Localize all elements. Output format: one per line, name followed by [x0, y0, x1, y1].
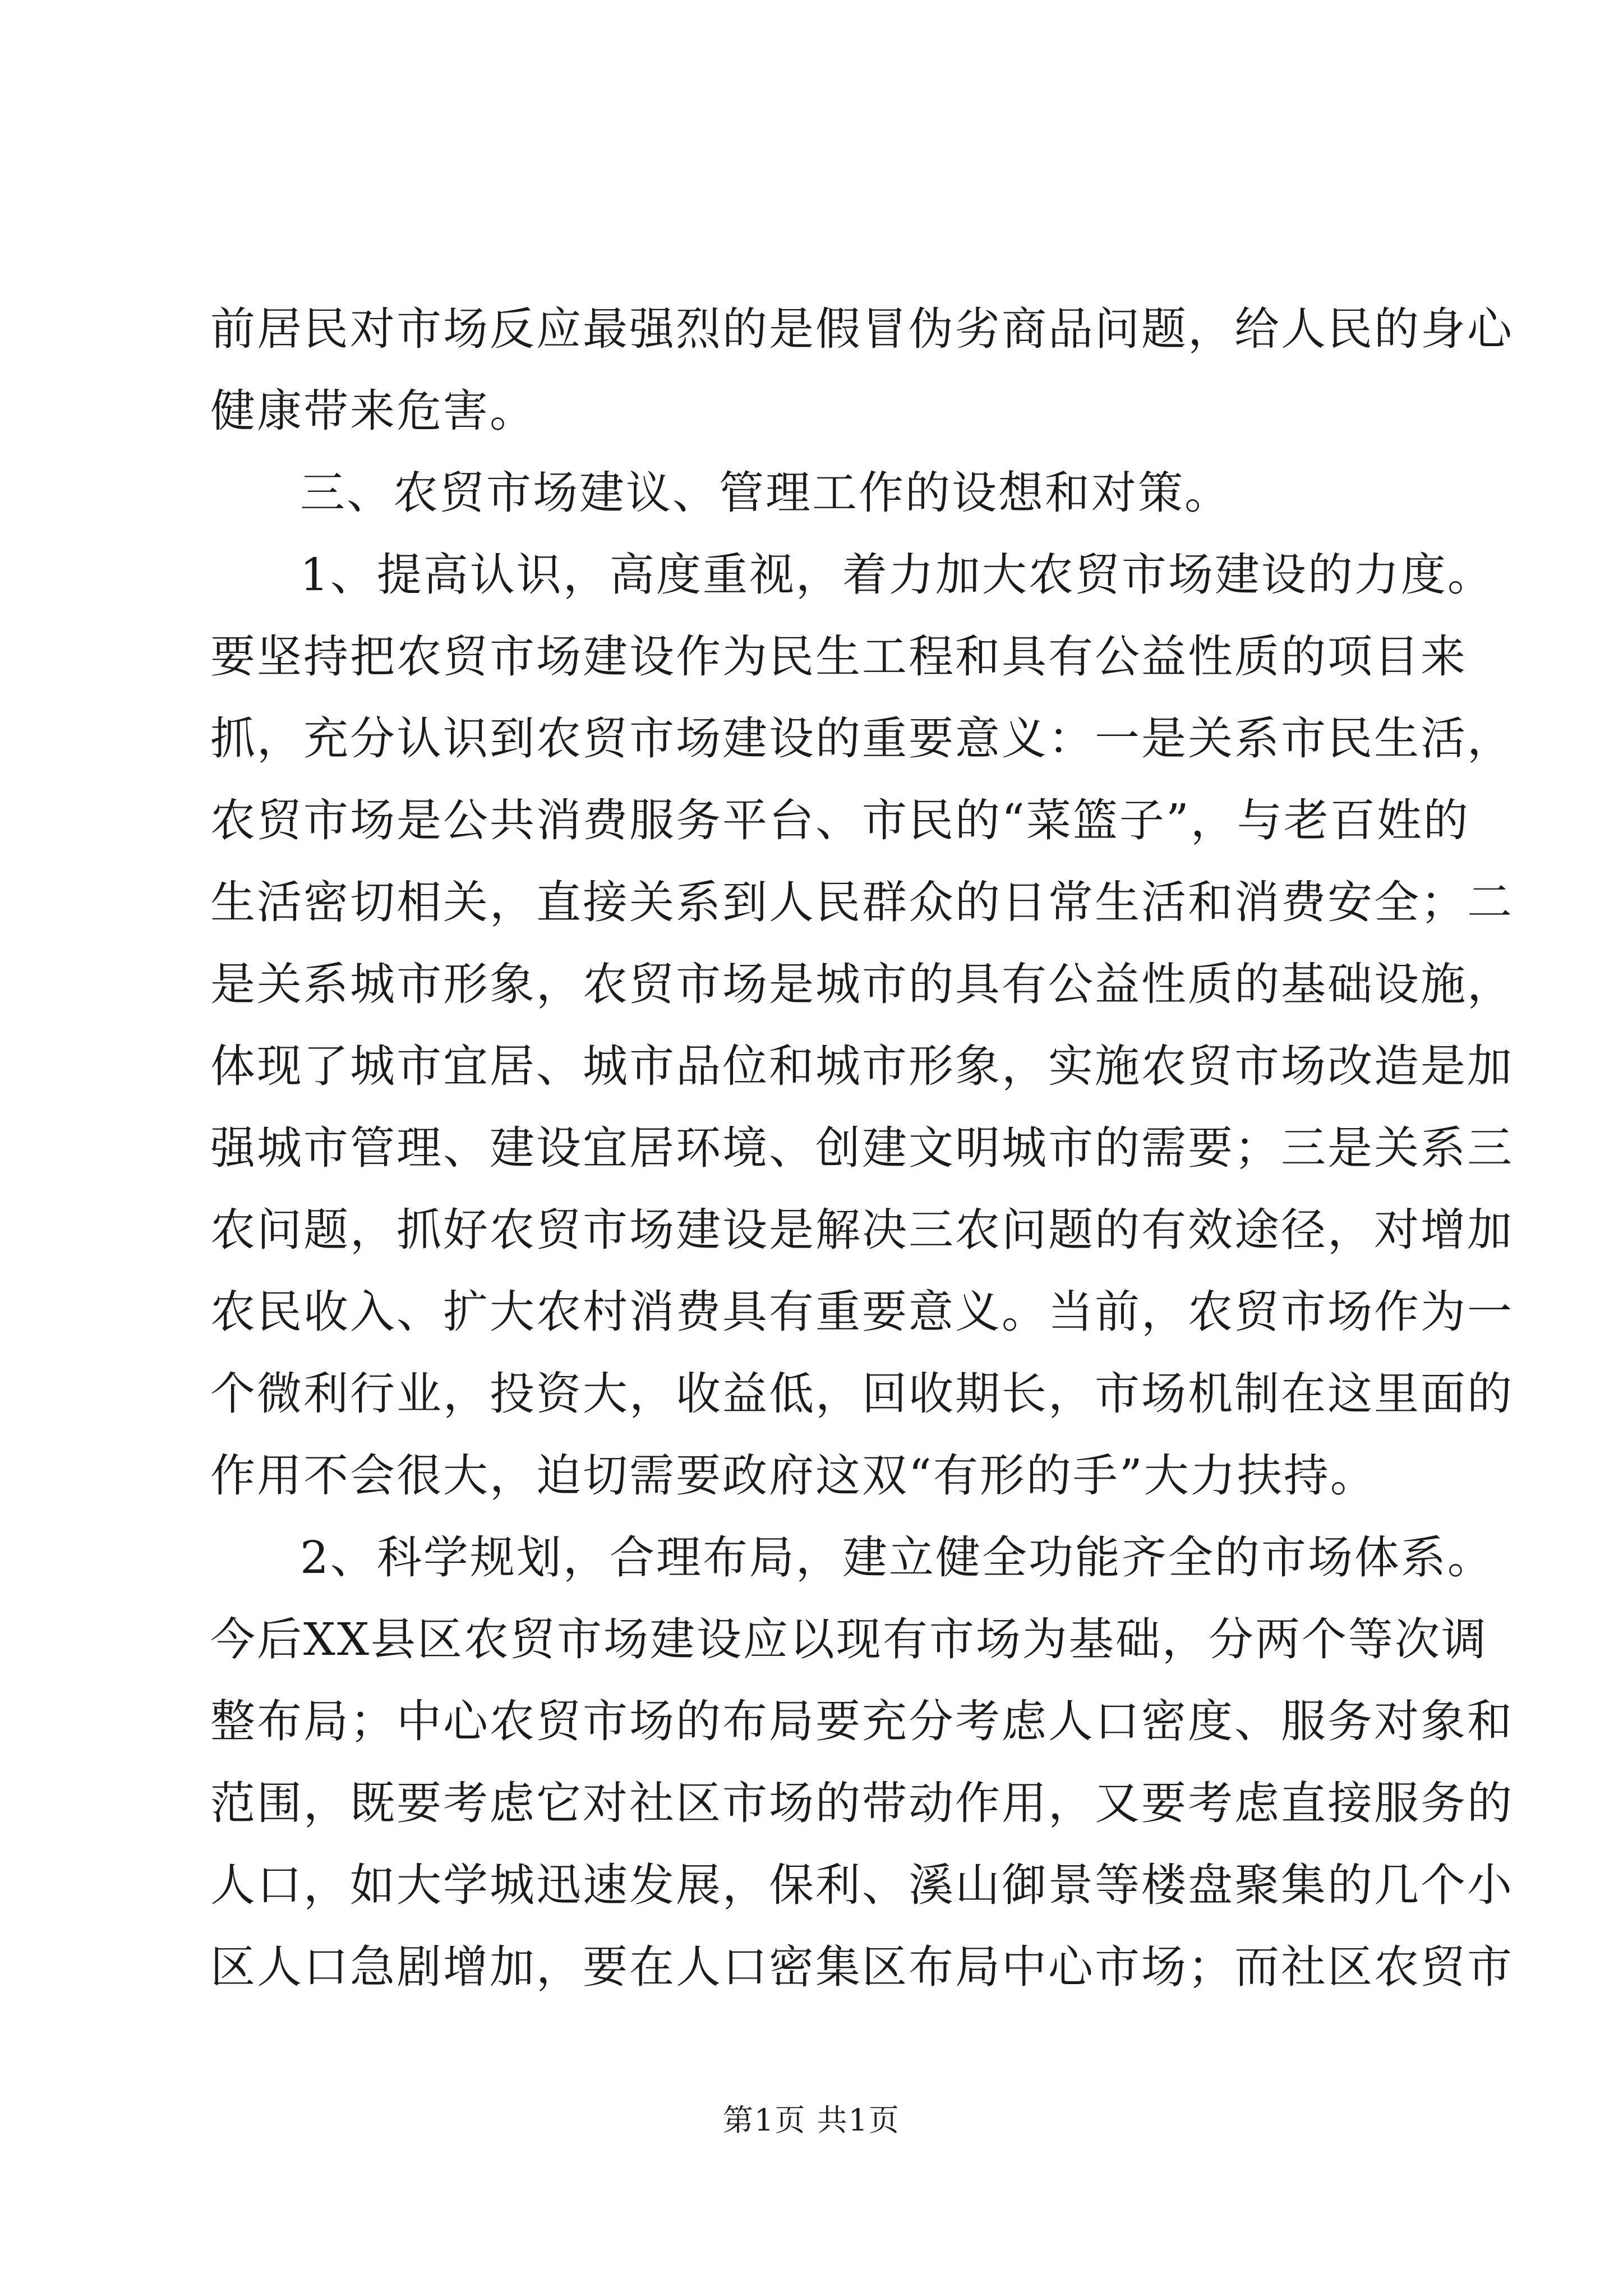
text-line: 要坚持把农贸市场建设作为民生工程和具有公益性质的项目来	[210, 631, 1467, 683]
text-line: 抓，充分认识到农贸市场建设的重要意义：一是关系市民生活，	[210, 712, 1514, 765]
text-line: 范围，既要考虑它对社区市场的带动作用，又要考虑直接服务的	[210, 1777, 1514, 1829]
text-line: 农贸市场是公共消费服务平台、市民的“菜篮子”，与老百姓的	[210, 794, 1470, 846]
text-line: 是关系城市形象，农贸市场是城市的具有公益性质的基础设施，	[210, 958, 1514, 1010]
text-line: 农民收入、扩大农村消费具有重要意义。当前，农贸市场作为一	[210, 1286, 1514, 1338]
text-line: 今后XX县区农贸市场建设应以现有市场为基础，分两个等次调	[210, 1613, 1488, 1665]
text-line: 农问题，抓好农贸市场建设是解决三农问题的有效途径，对增加	[210, 1204, 1514, 1256]
text-line: 区人口急剧增加，要在人口密集区布局中心市场；而社区农贸市	[210, 1941, 1514, 1993]
text-line: 生活密切相关，直接关系到人民群众的日常生活和消费安全；二	[210, 876, 1514, 928]
text-line: 健康带来危害。	[210, 385, 536, 437]
text-line: 作用不会很大，迫切需要政府这双“有形的手”大力扶持。	[210, 1450, 1377, 1502]
section-heading: 三、农贸市场建议、管理工作的设想和对策。	[300, 467, 1231, 519]
text-line: 个微利行业，投资大，收益低，回收期长，市场机制在这里面的	[210, 1368, 1514, 1420]
text-line: 强城市管理、建设宜居环境、创建文明城市的需要；三是关系三	[210, 1122, 1514, 1174]
paragraph-first-line: 2、科学规划，合理布局，建立健全功能齐全的市场体系。	[300, 1531, 1494, 1584]
paragraph-first-line: 1、提高认识，高度重视，着力加大农贸市场建设的力度。	[300, 549, 1494, 601]
text-line: 体现了城市宜居、城市品位和城市形象，实施农贸市场改造是加	[210, 1040, 1514, 1092]
page-footer	[0, 2101, 1623, 2140]
page-number-label: 第1页 共1页	[723, 2102, 900, 2138]
text-line: 前居民对市场反应最强烈的是假冒伪劣商品问题，给人民的身心	[210, 303, 1514, 355]
text-line: 整布局；中心农贸市场的布局要充分考虑人口密度、服务对象和	[210, 1695, 1514, 1747]
text-line: 人口，如大学城迅速发展，保利、溪山御景等楼盘聚集的几个小	[210, 1859, 1514, 1911]
